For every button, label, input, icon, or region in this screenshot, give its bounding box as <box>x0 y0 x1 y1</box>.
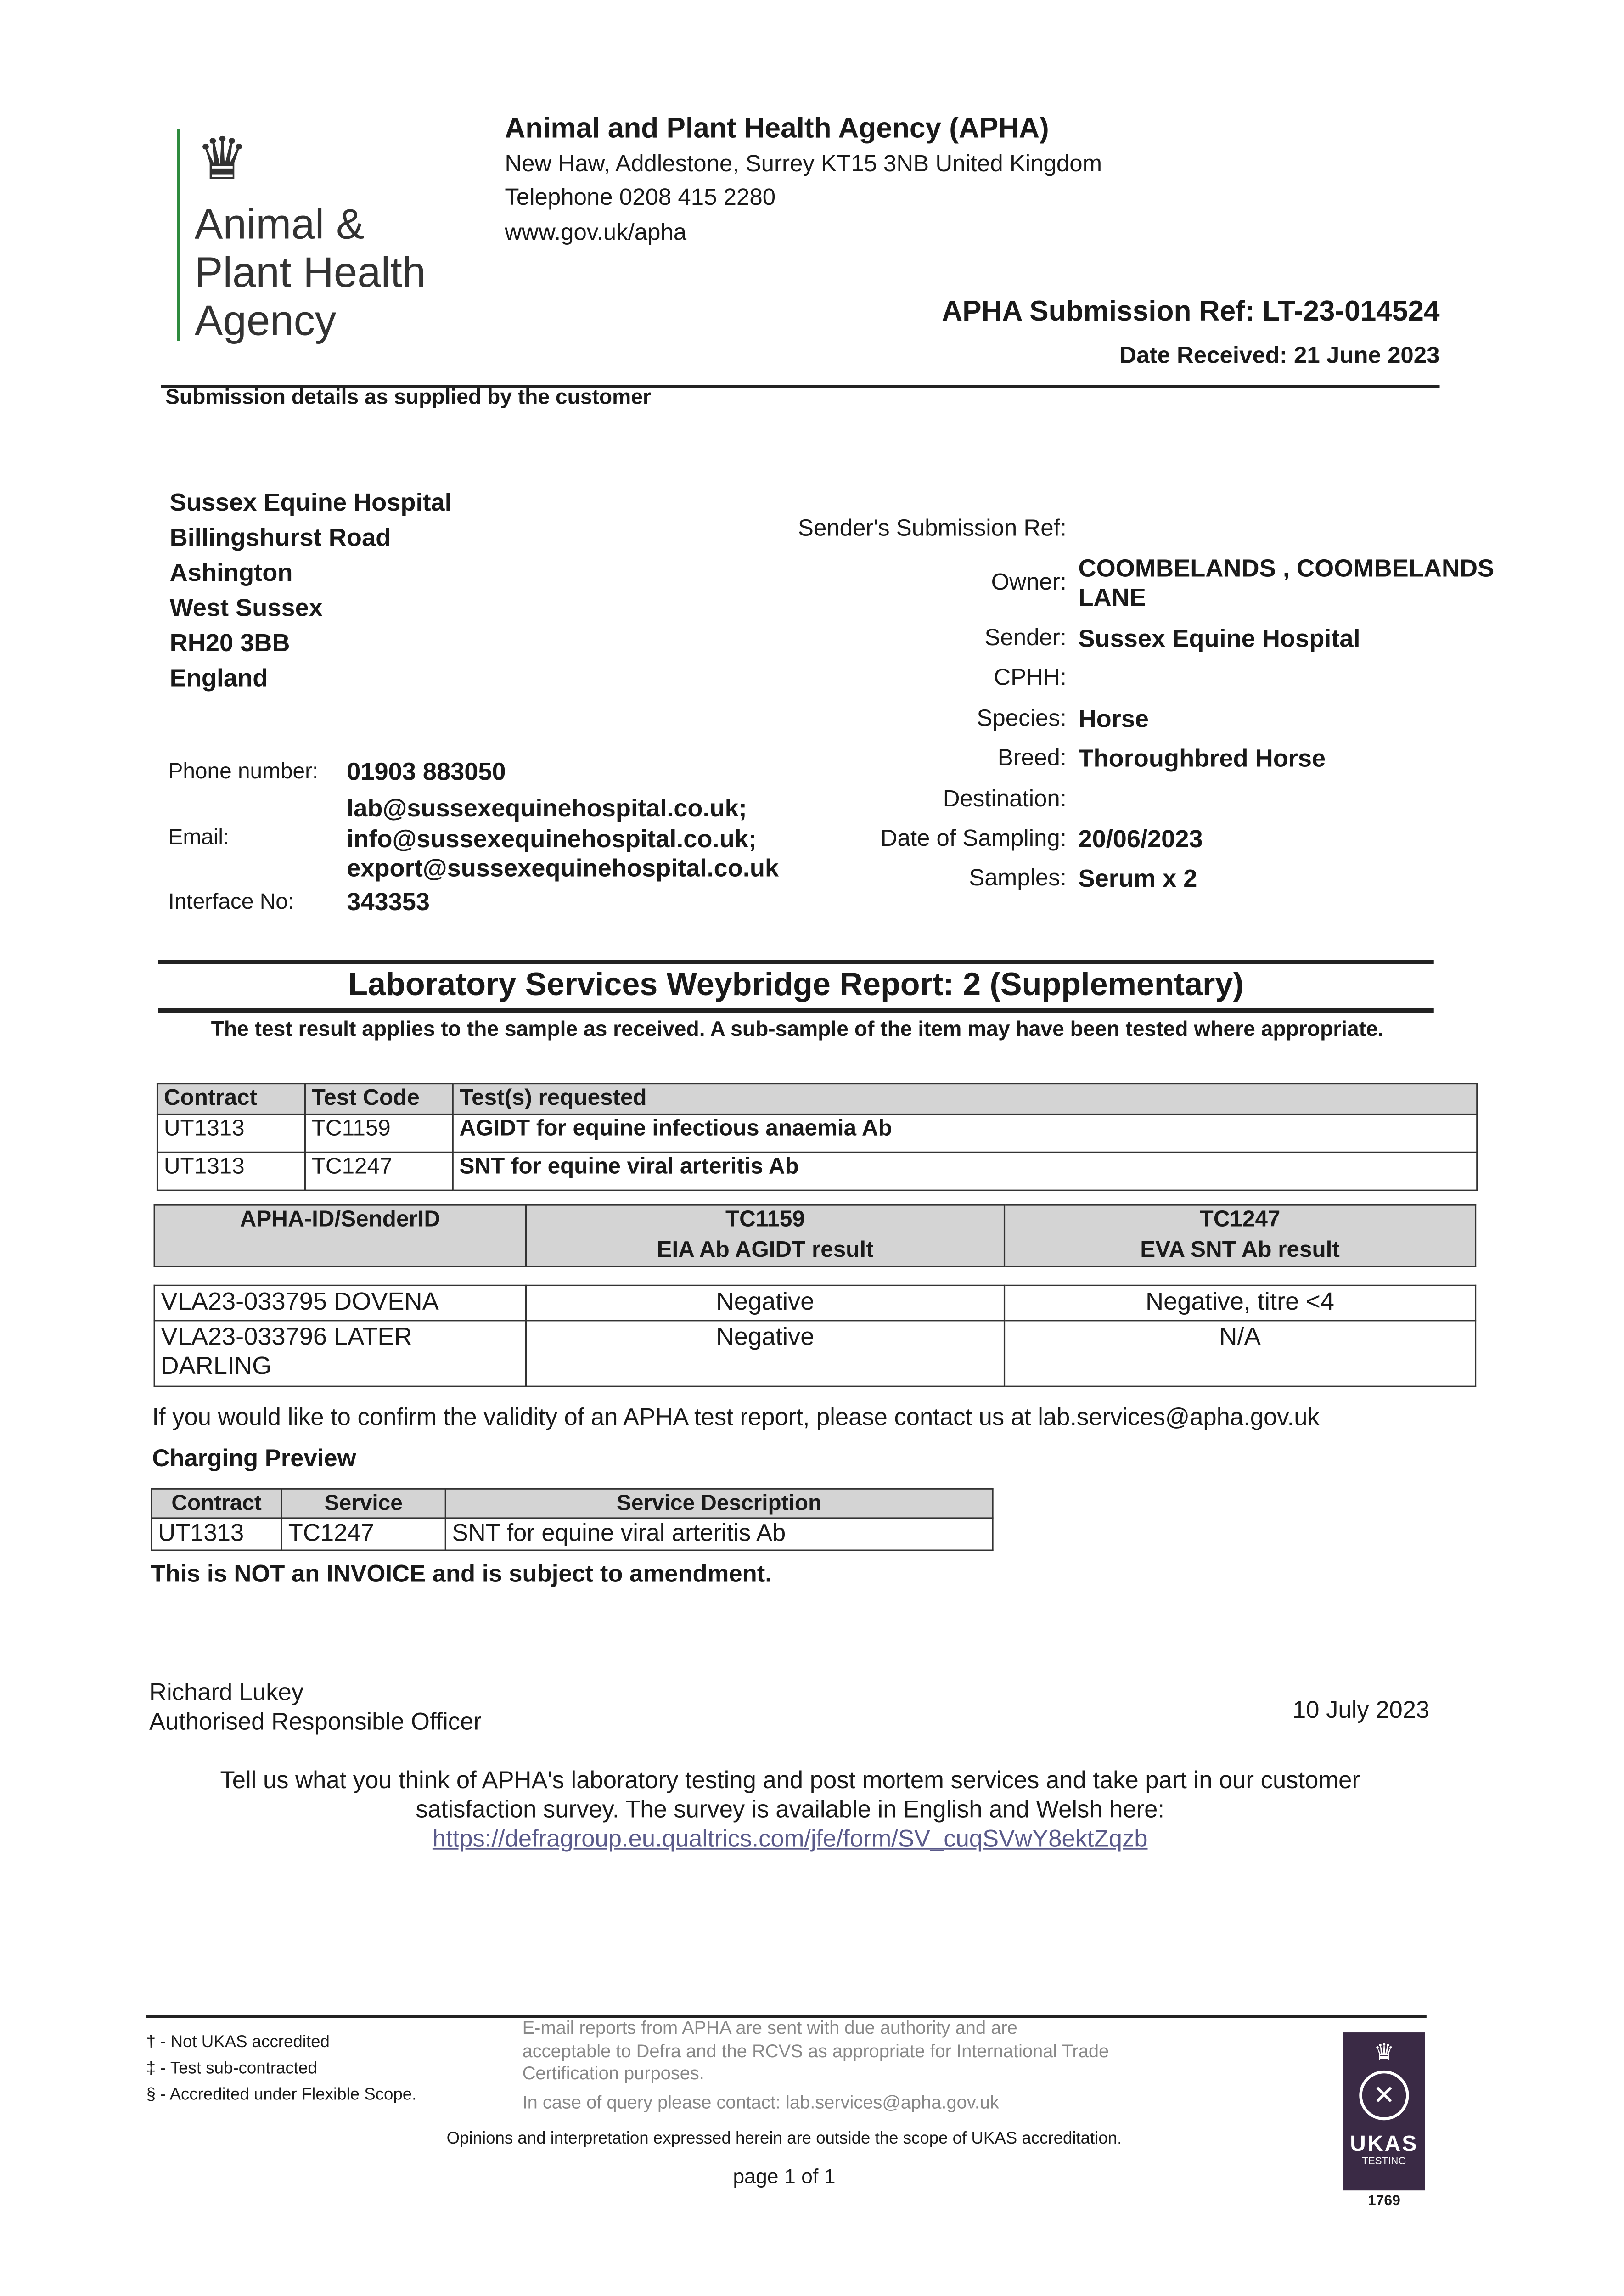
column-header <box>526 1205 1005 1266</box>
results-header-table <box>154 1204 1477 1267</box>
cell: TC1159 <box>305 1114 453 1153</box>
opinions-note: Opinions and interpretation expressed herein are outside the scope of UKAS accreditation. <box>446 2130 1122 2148</box>
detail-value: Horse <box>1078 705 1149 733</box>
logo-line: Animal & <box>194 202 365 249</box>
email-label: Email: <box>168 825 230 850</box>
org-telephone: Telephone 0208 415 2280 <box>505 186 776 211</box>
date-received: Date Received: 21 June 2023 <box>1119 343 1440 369</box>
ukas-logo <box>1343 2032 1425 2190</box>
address-line: Ashington <box>169 559 293 587</box>
note-line: acceptable to Defra and the RCVS as appropriate for International Trade <box>522 2040 1109 2061</box>
email-value: lab@sussexequinehospital.co.uk; <box>347 794 747 822</box>
detail-value: COOMBELANDS , COOMBELANDS LANE <box>1078 554 1495 612</box>
table-row <box>157 1114 1477 1153</box>
signatory-name: Richard Lukey <box>149 1680 304 1706</box>
detail-label: Sender's Submission Ref: <box>798 516 1067 542</box>
tests-table <box>157 1083 1478 1191</box>
header-line: APHA-ID/SenderID <box>240 1207 441 1232</box>
invoice-note: This is NOT an INVOICE and is subject to amendment. <box>151 1561 772 1588</box>
charging-title: Charging Preview <box>152 1446 356 1472</box>
cell: AGIDT for equine infectious anaemia Ab <box>453 1114 1477 1153</box>
table-row <box>154 1285 1475 1320</box>
note-line: E-mail reports from APHA are sent with due authority and are <box>522 2018 1017 2038</box>
table-header <box>157 1084 1477 1114</box>
report-note: The test result applies to the sample as received. A sub-sample of the item may have been tested where appropriate. <box>211 1018 1384 1042</box>
survey-line: Tell us what you think of APHA's laboratory testing and post mortem services and take part in our customer <box>220 1767 1360 1794</box>
interface-value: 343353 <box>347 888 430 916</box>
result-cell: Negative <box>526 1285 1005 1320</box>
column-header: Test Code <box>305 1084 453 1114</box>
query-line: In case of query please contact: lab.services@apha.gov.uk <box>522 2092 999 2112</box>
footer-legend <box>146 2030 417 2109</box>
detail-label: Samples: <box>969 866 1067 891</box>
detail-label: CPHH: <box>994 665 1067 691</box>
org-website: www.gov.uk/apha <box>505 221 687 246</box>
cell: SNT for equine viral arteritis Ab <box>453 1152 1477 1190</box>
column-header: Service Description <box>445 1489 993 1518</box>
cell: TC1247 <box>305 1152 453 1190</box>
header-line: TC1247 <box>1199 1207 1281 1232</box>
email-value: info@sussexequinehospital.co.uk; <box>347 824 757 853</box>
ukas-name: UKAS <box>1350 2132 1418 2157</box>
legend-item: ‡ - Test sub-contracted <box>146 2060 317 2078</box>
email-values <box>347 794 779 884</box>
crown-icon: ♛ <box>1373 2041 1395 2066</box>
header-line: EVA SNT Ab result <box>1140 1238 1340 1263</box>
column-header: Service <box>281 1489 445 1518</box>
results-table <box>154 1285 1477 1387</box>
org-name: Animal and Plant Health Agency (APHA) <box>505 113 1049 145</box>
detail-label: Destination: <box>943 787 1067 812</box>
submission-ref: APHA Submission Ref: LT-23-014524 <box>942 295 1440 328</box>
cell: UT1313 <box>157 1114 305 1153</box>
email-note <box>523 2018 1109 2114</box>
signatory-role: Authorised Responsible Officer <box>149 1709 482 1736</box>
cell: UT1313 <box>152 1518 282 1550</box>
result-cell: N/A <box>1005 1321 1476 1386</box>
detail-value: Thoroughbred Horse <box>1078 744 1326 773</box>
result-cell: Negative <box>526 1321 1005 1386</box>
cell: UT1313 <box>157 1152 305 1190</box>
result-cell: Negative, titre <4 <box>1005 1285 1476 1320</box>
phone-value: 01903 883050 <box>347 758 506 786</box>
org-address: New Haw, Addlestone, Surrey KT15 3NB United Kingdom <box>505 152 1102 177</box>
address-line: West Sussex <box>169 594 323 622</box>
interface-label: Interface No: <box>168 889 294 915</box>
survey-text <box>58 1766 1522 1854</box>
address-line: Sussex Equine Hospital <box>169 489 452 517</box>
column-header: Contract <box>157 1084 305 1114</box>
cell: SNT for equine viral arteritis Ab <box>445 1518 993 1550</box>
detail-label: Owner: <box>991 570 1067 596</box>
column-header: Test(s) requested <box>453 1084 1477 1114</box>
column-header <box>1005 1205 1476 1266</box>
detail-value: Serum x 2 <box>1078 865 1197 893</box>
royal-crest-icon: ♛ <box>196 127 249 192</box>
logo-line: Agency <box>194 298 337 346</box>
table-row <box>152 1518 993 1550</box>
cell: TC1247 <box>281 1518 445 1550</box>
address-line: England <box>169 664 268 692</box>
column-header <box>154 1205 526 1266</box>
logo-bar <box>177 129 180 341</box>
header-line: TC1159 <box>725 1207 805 1232</box>
header-line: EIA Ab AGIDT result <box>657 1238 874 1263</box>
survey-link[interactable]: https://defragroup.eu.qualtrics.com/jfe/form/SV_cuqSVwY8ektZqzb <box>432 1826 1148 1853</box>
table-row <box>154 1321 1475 1386</box>
legend-item: § - Accredited under Flexible Scope. <box>146 2086 417 2105</box>
divider <box>158 960 1434 964</box>
ukas-emblem-icon: ✕ <box>1359 2071 1409 2120</box>
customer-address <box>170 486 452 697</box>
ukas-number: 1769 <box>1367 2193 1400 2210</box>
ukas-sub: TESTING <box>1362 2156 1406 2167</box>
report-date: 10 July 2023 <box>1292 1697 1430 1724</box>
survey-line: satisfaction survey. The survey is available in English and Welsh here: <box>416 1797 1165 1823</box>
email-value: export@sussexequinehospital.co.uk <box>347 854 779 883</box>
detail-label: Date of Sampling: <box>880 827 1067 852</box>
sample-id: VLA23-033796 LATER DARLING <box>154 1321 526 1386</box>
legend-item: † - Not UKAS accredited <box>146 2034 330 2052</box>
logo-line: Plant Health <box>194 250 426 297</box>
address-line: RH20 3BB <box>169 629 290 657</box>
submission-heading: Submission details as supplied by the customer <box>165 386 651 410</box>
column-header: Contract <box>152 1489 282 1518</box>
report-title: Laboratory Services Weybridge Report: 2 (Supplementary) <box>348 966 1244 1002</box>
charging-table <box>151 1488 993 1551</box>
note-line: Certification purposes. <box>522 2063 704 2084</box>
divider <box>158 1008 1434 1013</box>
table-header <box>154 1205 1475 1266</box>
table-header <box>152 1489 993 1518</box>
detail-label: Species: <box>977 707 1067 732</box>
detail-value: Sussex Equine Hospital <box>1078 625 1360 653</box>
sample-id: VLA23-033795 DOVENA <box>154 1285 526 1320</box>
table-row <box>157 1152 1477 1190</box>
detail-label: Sender: <box>984 626 1067 651</box>
page-number: page 1 of 1 <box>733 2164 836 2188</box>
phone-label: Phone number: <box>168 759 319 784</box>
detail-label: Breed: <box>997 746 1067 771</box>
detail-value: 20/06/2023 <box>1078 825 1203 853</box>
address-line: Billingshurst Road <box>169 523 391 552</box>
logo-text <box>195 202 426 347</box>
confirm-text: If you would like to confirm the validity of an APHA test report, please contact us at lab.services@apha.gov.uk <box>152 1405 1320 1431</box>
